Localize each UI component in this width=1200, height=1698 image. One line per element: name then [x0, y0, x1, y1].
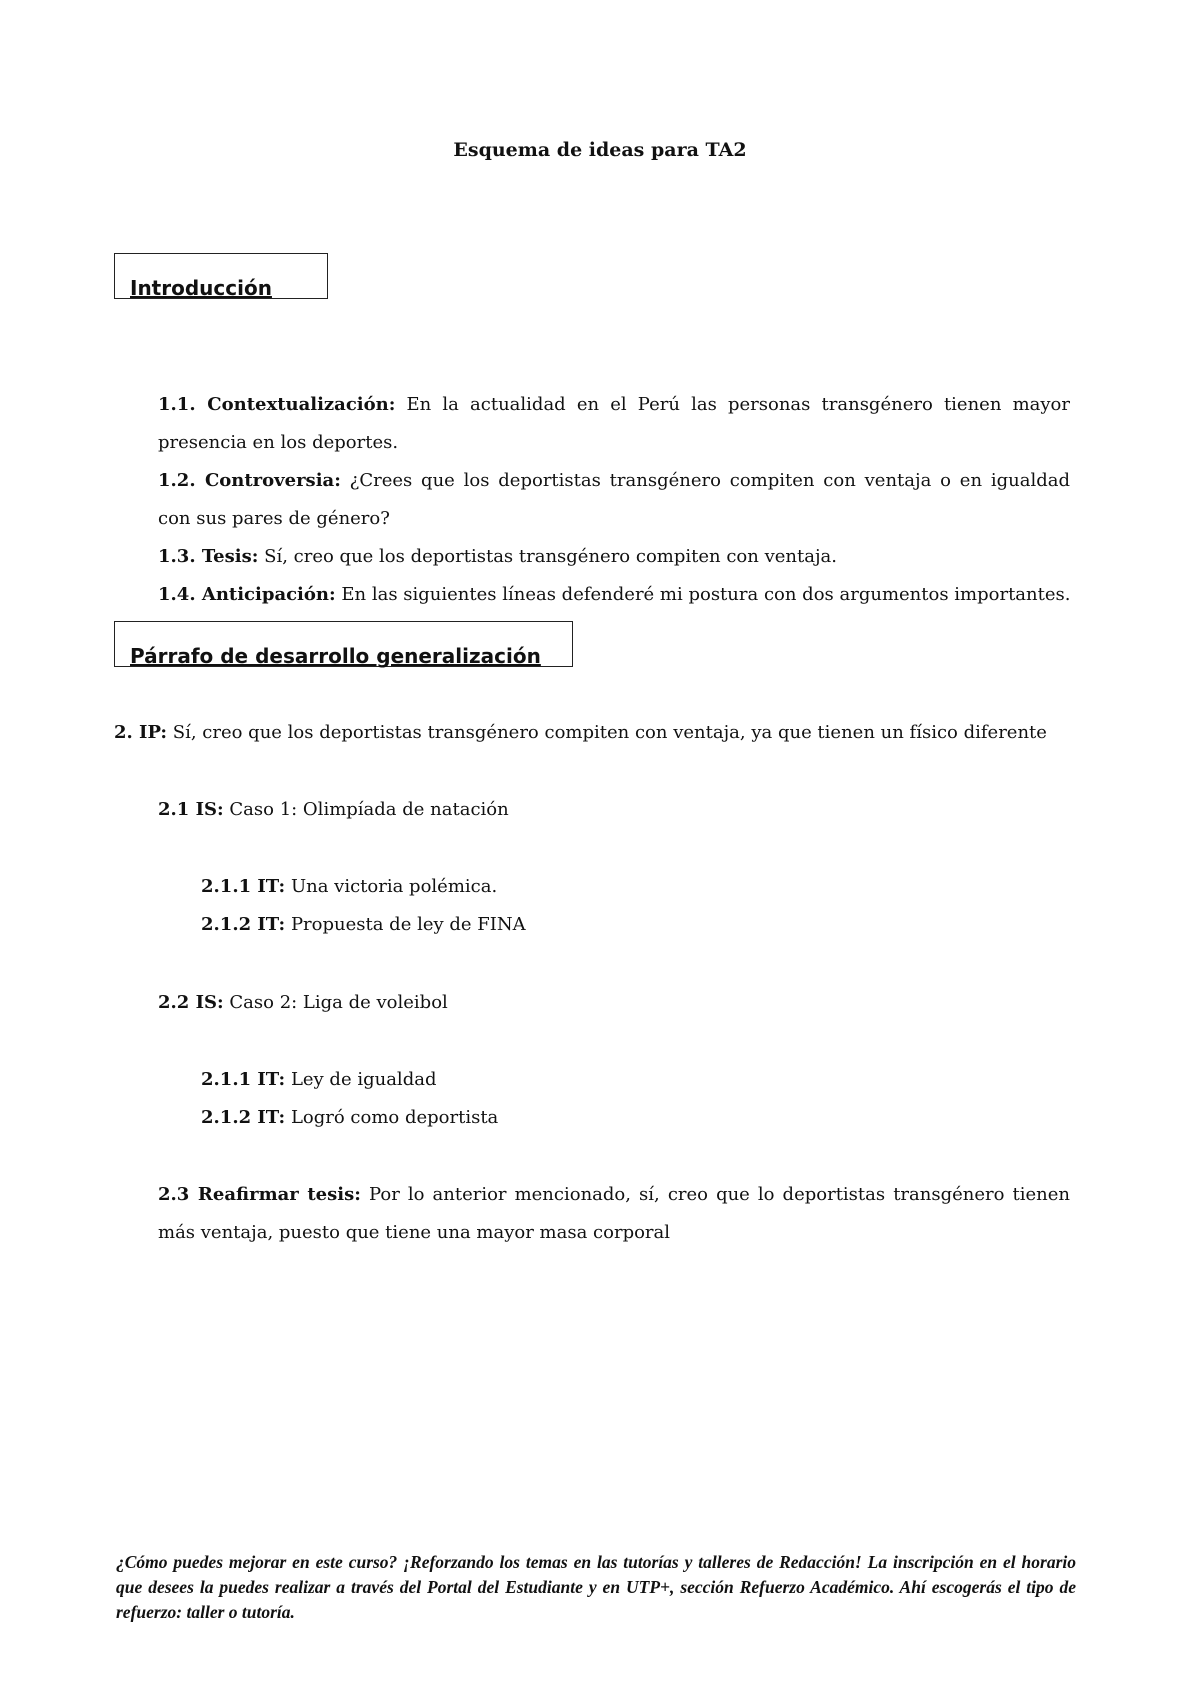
tesis-paragraph: [158, 538, 1070, 576]
it1-1-text: Una victoria polémica.: [290, 876, 498, 897]
it2-2-text: Logró como deportista: [290, 1107, 499, 1128]
is2-label: 2.2 IS:: [158, 992, 224, 1013]
tesis-label: 1.3. Tesis:: [158, 546, 259, 567]
it2-2-line: [201, 1099, 498, 1137]
intro-heading: Introducción: [130, 276, 272, 300]
reafirmar-text: Por lo anterior mencionado, sí, creo que lo deportistas transgénero tienen más ventaja, puesto que tiene una mayor masa corporal: [158, 1184, 1070, 1243]
is2-line: [158, 984, 448, 1022]
is1-line: [158, 791, 509, 829]
it1-1-label: 2.1.1 IT:: [201, 876, 286, 897]
ip-line: [114, 714, 1094, 752]
ip-label: 2. IP:: [114, 722, 168, 743]
contextualizacion-text: En la actualidad en el Perú las personas transgénero tienen mayor presencia en los deportes.: [158, 394, 1070, 453]
it1-2-text: Propuesta de ley de FINA: [290, 914, 526, 935]
ip-text: Sí, creo que los deportistas transgénero compiten con ventaja, ya que tienen un físico diferente: [172, 722, 1047, 743]
it2-1-line: [201, 1061, 436, 1099]
controversia-label: 1.2. Controversia:: [158, 470, 341, 491]
is2-text: Caso 2: Liga de voleibol: [229, 992, 448, 1013]
reafirmar-label: 2.3 Reafirmar tesis:: [158, 1184, 361, 1205]
controversia-paragraph: [158, 462, 1070, 538]
it1-2-line: [201, 906, 526, 944]
development-heading: Párrafo de desarrollo generalización: [130, 644, 541, 668]
reafirmar-paragraph: [158, 1176, 1070, 1252]
anticipacion-label: 1.4. Anticipación:: [158, 584, 336, 605]
contextualizacion-paragraph: [158, 386, 1070, 462]
it1-1-line: [201, 868, 497, 906]
contextualizacion-label: 1.1. Contextualización:: [158, 394, 396, 415]
is1-label: 2.1 IS:: [158, 799, 224, 820]
document-title: Esquema de ideas para TA2: [453, 139, 747, 161]
is1-text: Caso 1: Olimpíada de natación: [229, 799, 509, 820]
tesis-text: Sí, creo que los deportistas transgénero compiten con ventaja.: [264, 546, 837, 567]
anticipacion-paragraph: [158, 576, 1088, 614]
it2-2-label: 2.1.2 IT:: [201, 1107, 286, 1128]
footer-note: ¿Cómo puedes mejorar en este curso? ¡Reforzando los temas en las tutorías y talleres de Redacción! La inscripción en el horario que desees la puedes realizar a través del Portal del Estudiante y en UTP+, sección Refuerzo Académico. Ahí escogerás el tipo de refuerzo: taller o tutoría.: [116, 1552, 1076, 1622]
it2-1-label: 2.1.1 IT:: [201, 1069, 286, 1090]
it1-2-label: 2.1.2 IT:: [201, 914, 286, 935]
anticipacion-text: En las siguientes líneas defenderé mi postura con dos argumentos importantes.: [341, 584, 1071, 605]
it2-1-text: Ley de igualdad: [290, 1069, 437, 1090]
controversia-text: ¿Crees que los deportistas transgénero compiten con ventaja o en igualdad con sus pares de género?: [158, 470, 1070, 529]
